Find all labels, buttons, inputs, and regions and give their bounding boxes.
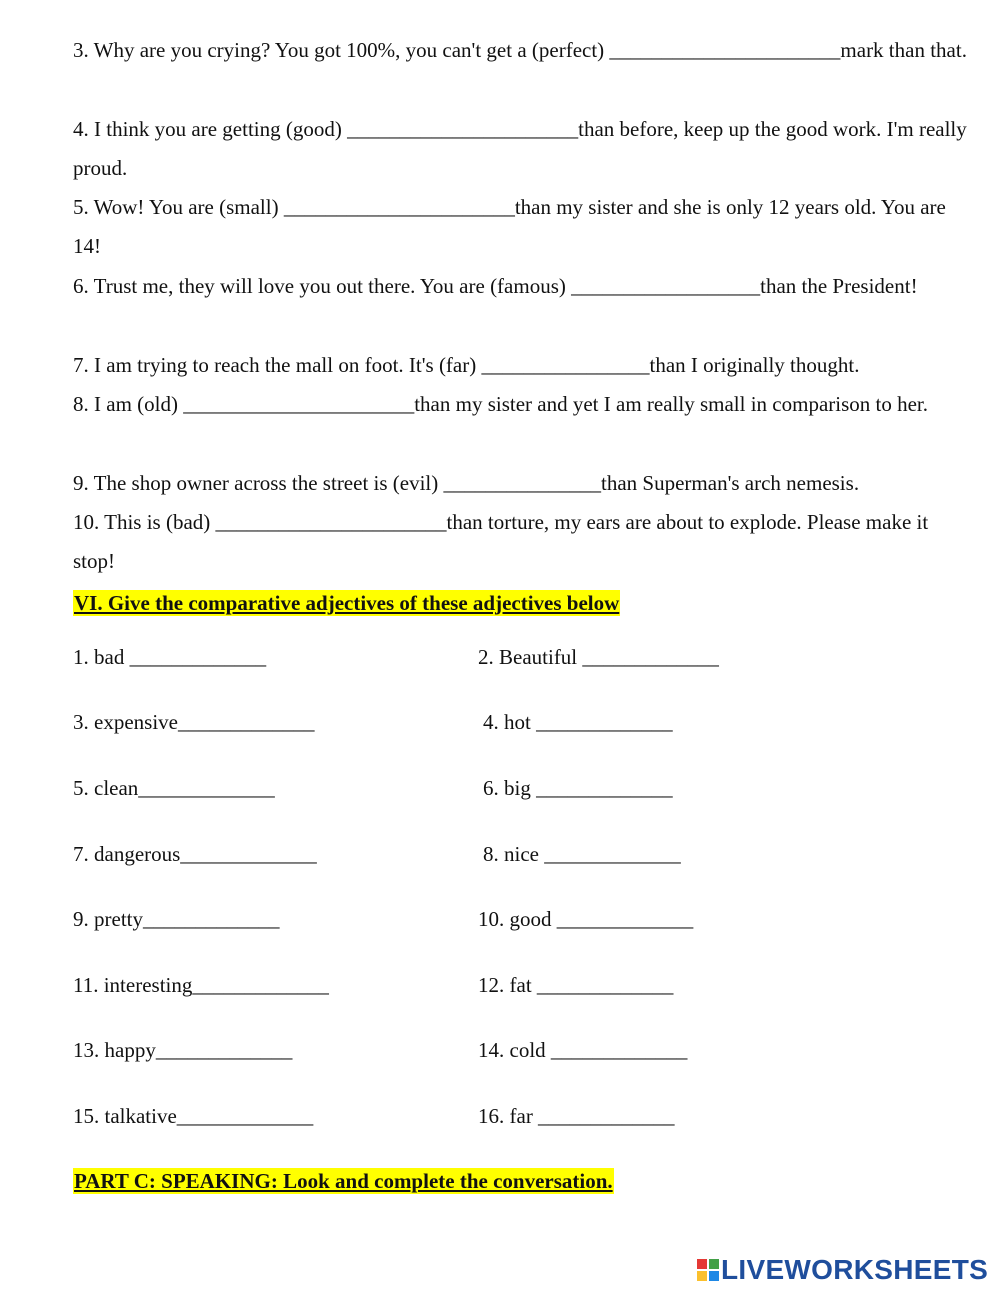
liveworksheets-logo [697,1252,988,1288]
logo-square-red [697,1259,707,1269]
sentence-8: 8. I am (old) ______________________than my sister and yet I am really small in comparison to her. [73,392,929,416]
adjective-item: 16. far _____________ [478,1104,675,1128]
adjective-item: 3. expensive_____________ [73,710,315,734]
adjective-item: 13. happy_____________ [73,1038,293,1062]
liveworksheets-logo-icon [697,1259,719,1281]
sentence-3: 3. Why are you crying? You got 100%, you can't get a (perfect) ______________________mark than that. [73,38,967,62]
adjective-item: 14. cold _____________ [478,1038,688,1062]
logo-square-green [709,1259,719,1269]
part-c-heading: PART C: SPEAKING: Look and complete the conversation. [74,1169,613,1193]
brand-name: LIVEWORKSHEETS [721,1254,989,1285]
adjective-item: 2. Beautiful _____________ [478,645,719,669]
adjective-item: 9. pretty_____________ [73,907,280,931]
sentence-5: 5. Wow! You are (small) ______________________than my sister and she is only 12 years old. You are 14! [73,195,946,259]
logo-square-blue [709,1271,719,1281]
sentence-10: 10. This is (bad) ______________________than torture, my ears are about to explode. Please make it stop! [73,510,929,574]
sentence-7: 7. I am trying to reach the mall on foot. It's (far) ________________than I originally thought. [73,353,860,377]
adjective-item: 5. clean_____________ [73,776,275,800]
adjective-item: 6. big _____________ [483,776,673,800]
adjective-item: 4. hot _____________ [483,710,673,734]
adjective-item: 1. bad _____________ [73,645,267,669]
adjective-item: 8. nice _____________ [483,842,681,866]
sentence-4: 4. I think you are getting (good) ______________________than before, keep up the good work. I'm really proud. [73,117,967,181]
adjective-item: 11. interesting_____________ [73,973,329,997]
adjective-item: 12. fat _____________ [478,973,674,997]
adjective-item: 7. dangerous_____________ [73,842,317,866]
logo-square-yellow [697,1271,707,1281]
adjective-item: 10. good _____________ [478,907,694,931]
sentence-9: 9. The shop owner across the street is (evil) _______________than Superman's arch nemesis. [73,471,860,495]
section-vi-heading: VI. Give the comparative adjectives of these adjectives below [74,591,620,615]
sentence-6: 6. Trust me, they will love you out there. You are (famous) __________________than the President! [73,274,918,298]
adjective-item: 15. talkative_____________ [73,1104,314,1128]
